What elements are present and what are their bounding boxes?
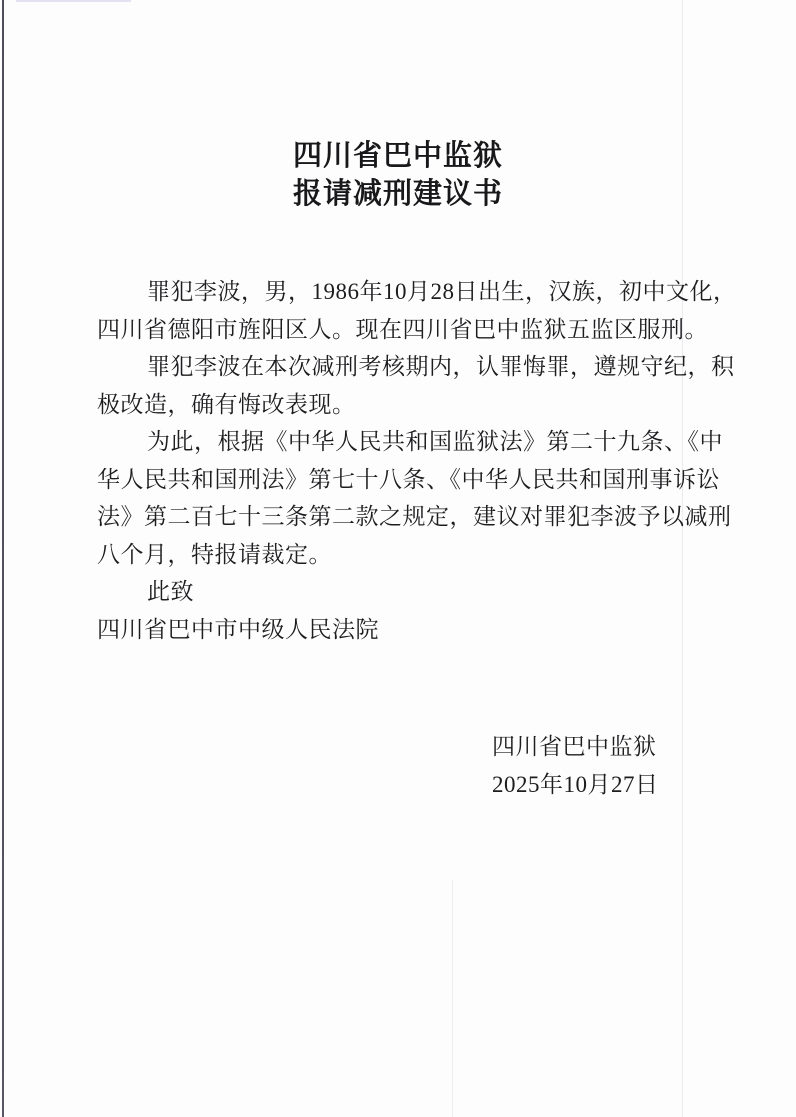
- scan-edge-artifact-top: [16, 0, 131, 2]
- body-line-2: 四川省德阳市旌阳区人。现在四川省巴中监狱五监区服刑。: [97, 316, 708, 342]
- document-title: [0, 137, 796, 213]
- body-line-1: 罪犯李波，男，1986年10月28日出生，汉族，初中文化，: [147, 279, 737, 304]
- body-line-8: 八个月，特报请裁定。: [97, 541, 332, 567]
- signature-date: 2025年10月27日: [492, 772, 659, 797]
- recipient-court-line: 四川省巴中市中级人民法院: [97, 616, 379, 642]
- document-body: [97, 273, 737, 648]
- signature-org: 四川省巴中监狱: [492, 734, 657, 759]
- body-line-3: 罪犯李波在本次减刑考核期内，认罪悔罪，遵规守纪，积: [147, 354, 735, 379]
- scan-streak-artifact-mid: [452, 880, 453, 1117]
- document-title-line2: 报请减刑建议书: [292, 178, 503, 210]
- body-line-5: 为此，根据《中华人民共和国监狱法》第二十九条、《中: [147, 429, 723, 454]
- document-title-line1: 四川省巴中监狱: [292, 140, 503, 172]
- body-line-4: 极改造，确有悔改表现。: [97, 391, 356, 417]
- body-line-6: 华人民共和国刑法》第七十八条、《中华人民共和国刑事诉讼: [97, 466, 720, 492]
- closing-line: 此致: [147, 579, 194, 604]
- body-line-7: 法》第二百七十三条第二款之规定，建议对罪犯李波予以减刑: [97, 504, 732, 529]
- signature-block: [492, 728, 659, 804]
